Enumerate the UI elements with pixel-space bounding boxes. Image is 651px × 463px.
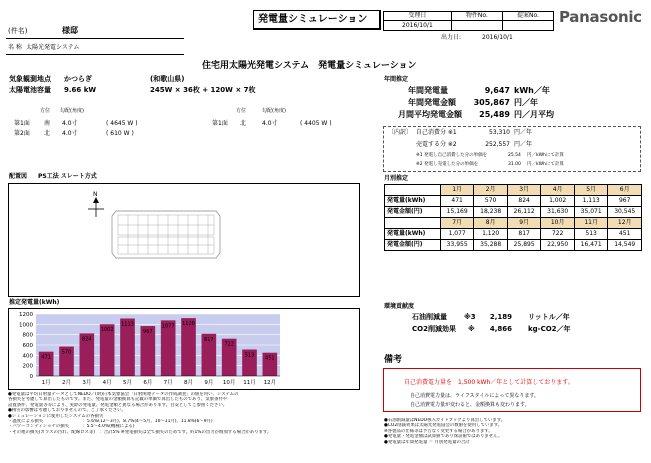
- bar-label-8: 1120: [182, 321, 195, 328]
- layout-method: PS工法 スレート方式: [38, 173, 97, 180]
- loc-label: 気象観測地点: [9, 75, 51, 83]
- layout-diagram: [8, 183, 360, 297]
- annual-mon-unit: 円／月平均: [514, 110, 554, 119]
- oil-unit: リットル／年: [528, 313, 570, 321]
- array1-name: 第1面: [14, 120, 30, 127]
- monthly-label: 月別推定: [384, 175, 409, 182]
- yen-cell-11: 16,471: [574, 240, 608, 251]
- co2-value: 4,866: [489, 325, 512, 333]
- array-h-tilt2: 勾配(角度): [262, 108, 286, 114]
- note-sell-price: ※2 発電し売電した分の単価を: [416, 162, 479, 167]
- x-tick-9: 9月: [204, 380, 214, 386]
- co2-unit: kg-CO2／年: [528, 325, 571, 333]
- kwh-cell-4: 1,002: [541, 196, 575, 207]
- annual-gen-unit: kWh／年: [514, 86, 550, 95]
- bar-label-4: 1002: [100, 327, 114, 334]
- note-left-4: ●積雪の影響は考慮しておりませんので、ご了承ください。: [8, 408, 126, 414]
- note-sell-price-unit: 円／kWhにて計算: [527, 162, 564, 167]
- month-header-8: 8月: [474, 218, 508, 229]
- note-right-3: ※各製品の仕様等は予告なく変更する場合があります。: [384, 428, 493, 434]
- row-label-yen: 発電金額(円): [385, 240, 441, 251]
- note-left-3: 設置条件、発電量等等により、実際の発電量、発電金額と異なる場合があります。目安としてご参照ください。: [8, 402, 228, 408]
- env-label: 環境貢献度: [384, 303, 415, 310]
- bar-label-6: 967: [143, 329, 153, 336]
- x-tick-2: 2月: [62, 380, 71, 386]
- month-header-7: 7月: [440, 218, 474, 229]
- project-label: (件名): [8, 27, 28, 35]
- array2-name: 第2面: [14, 130, 30, 137]
- yen-cell-10: 22,950: [541, 240, 575, 251]
- month-header-3: 3月: [507, 185, 541, 196]
- annual-label: 年間推定: [384, 76, 409, 83]
- bar-label-12: 451: [265, 355, 275, 362]
- notes-left: [8, 392, 360, 435]
- layout-label: 配置図: [9, 173, 28, 180]
- row-label-yen: 発電金額(円): [385, 207, 441, 218]
- bar-label-1: 471: [41, 354, 51, 361]
- bar-label-11: 513: [244, 352, 255, 359]
- remarks-line-2: 自己消費電力量が変わると、金額換算も変わります。: [410, 402, 530, 408]
- x-tick-12: 12月: [263, 380, 277, 386]
- kwh-cell-7: 1,077: [440, 229, 474, 240]
- monthly-corner: [385, 185, 441, 196]
- cap-label: 太陽電池容量: [9, 86, 51, 94]
- main-title: 住宅用太陽光発電システム 発電量シミュレーション: [202, 61, 417, 71]
- month-header-1: 1月: [440, 185, 474, 196]
- annual-mon-label: 月間平均発電金額: [398, 110, 462, 119]
- oil-value: 2,189: [489, 313, 512, 321]
- info-h2: 物件No.: [451, 12, 502, 21]
- x-tick-5: 5月: [123, 380, 132, 386]
- annual-amt-label: 年間発電金額: [408, 98, 456, 107]
- note-right-4: ●発電量・発電金額は試算値であり保証値ではありません。: [384, 434, 503, 440]
- yen-cell-9: 25,895: [507, 240, 541, 251]
- note-right-5: ●発電量は年間発電量 ＝ 月別発電量の合計: [384, 439, 470, 445]
- yen-cell-4: 31,630: [541, 207, 575, 218]
- annual-mon-value: 25,489: [479, 110, 510, 119]
- note-self-price: ※1 発電し自己消費した分の単価を: [416, 153, 488, 158]
- x-tick-1: 1月: [41, 380, 51, 386]
- kwh-cell-5: 1,113: [574, 196, 608, 207]
- y-tick-600: 600: [22, 343, 33, 349]
- yen-cell-8: 35,288: [474, 240, 508, 251]
- self-unit: 円／年: [514, 129, 533, 136]
- array3-name: 第1面: [212, 120, 228, 127]
- system-name: 太陽光発電システム: [26, 44, 80, 51]
- note-left-6: ・温度による損失 ：5.6%(12〜3月)、8.7%(4〜5月、10〜11月)、11.8%(6〜9月): [8, 419, 213, 425]
- brand-logo: Panasonic: [559, 8, 642, 26]
- note-self-price-value: 25.54: [508, 153, 521, 158]
- bar-label-10: 722: [224, 341, 234, 348]
- system-underline: [6, 54, 184, 55]
- array2-tilt: 4.0寸: [62, 130, 78, 137]
- kwh-cell-3: 824: [507, 196, 541, 207]
- loc-value: かつらぎ: [64, 75, 92, 83]
- info-table: [383, 11, 554, 31]
- month-header-4: 4月: [541, 185, 575, 196]
- co2-label: CO2削減効果: [412, 325, 456, 333]
- array1-tilt: 4.0寸: [62, 120, 78, 127]
- y-tick-200: 200: [22, 363, 33, 370]
- loc-pref: (和歌山県): [150, 75, 185, 83]
- remarks-label: 備考: [384, 355, 403, 365]
- array1-dir: 南: [44, 120, 51, 127]
- y-tick-1200: 1200: [19, 312, 33, 318]
- array-h-dir: 方位: [40, 108, 51, 114]
- bar-label-9: 817: [204, 336, 214, 343]
- kwh-cell-2: 570: [474, 196, 508, 207]
- x-tick-6: 6月: [143, 380, 153, 386]
- x-tick-4: 4月: [102, 380, 112, 386]
- y-tick-0: 0: [29, 374, 33, 380]
- yen-cell-1: 15,169: [440, 207, 474, 218]
- y-tick-800: 800: [22, 332, 33, 339]
- north-label: N: [93, 191, 98, 198]
- month-header-10: 10月: [541, 218, 575, 229]
- y-tick-400: 400: [22, 353, 33, 360]
- remarks-red-line: 自己消費電力量を 1,500 kWh／年として計算しております。: [404, 379, 574, 386]
- kwh-cell-12: 451: [608, 229, 642, 240]
- kwh-cell-6: 967: [608, 196, 642, 207]
- oil-label: 石油削減量: [412, 313, 447, 321]
- output-label: 出力日:: [441, 34, 462, 41]
- yen-cell-7: 33,955: [440, 240, 474, 251]
- yen-cell-2: 18,238: [474, 207, 508, 218]
- x-tick-7: 7月: [163, 380, 173, 386]
- yen-cell-5: 35,071: [574, 207, 608, 218]
- sell-value: 252,557: [485, 141, 510, 148]
- chart-label: 推定発電量(kWh): [9, 299, 60, 306]
- kwh-cell-10: 722: [541, 229, 575, 240]
- month-header-6: 6月: [608, 185, 642, 196]
- output-date: 2016/10/1: [482, 34, 513, 41]
- array2-dir: 北: [44, 130, 51, 137]
- monthly-corner: [385, 218, 441, 229]
- co2-note: ※: [468, 325, 475, 333]
- row-label-kwh: 発電量(kWh): [385, 196, 441, 207]
- sell-label: 売電する分 ※2: [416, 141, 457, 148]
- bar-label-3: 824: [82, 336, 92, 343]
- kwh-cell-11: 513: [574, 229, 608, 240]
- note-left-7: ・パワーコンディショナの損失 ：5.5〜4.0%(機種による): [8, 424, 135, 430]
- project-name: 様邸: [62, 26, 78, 35]
- yen-cell-6: 30,545: [608, 207, 642, 218]
- array3-dir: 北: [240, 120, 247, 127]
- north-arrow: [88, 191, 104, 217]
- sell-unit: 円／年: [514, 141, 533, 148]
- month-header-5: 5月: [574, 185, 608, 196]
- annual-gen-value: 9,647: [484, 86, 510, 95]
- note-left-1: ●発電量は平均日射量データとしてNEDO／(財)日本気象協会「日射関連データの作成調査」の値を用い、システムの: [8, 392, 239, 397]
- month-header-12: 12月: [608, 218, 642, 229]
- month-header-11: 11月: [574, 218, 608, 229]
- yen-cell-12: 14,549: [608, 240, 642, 251]
- annual-amt-unit: 円／年: [514, 98, 538, 107]
- x-tick-11: 11月: [243, 380, 256, 386]
- note-right-2: ●CO2削減効果は太陽光発電協会の数値を使用しています。: [384, 423, 503, 429]
- bar-label-7: 1077: [161, 323, 175, 330]
- remarks-line-1: 自己消費電力量は、ライフスタイルによって異なります。: [410, 393, 540, 399]
- array3-tilt: 4.0寸: [262, 120, 278, 127]
- row-label-kwh: 発電量(kWh): [385, 229, 441, 240]
- cap-value: 9.66 kW: [64, 86, 97, 94]
- generation-chart: [8, 308, 360, 390]
- info-h1: 受理日: [384, 12, 452, 21]
- bar-label-5: 1113: [121, 321, 134, 328]
- note-sell-price-value: 31.00: [508, 162, 521, 167]
- kwh-cell-8: 1,120: [474, 229, 508, 240]
- note-left-5: ●シミュレーションに使用したシステムの各損失: [8, 413, 104, 419]
- info-h3: 提案No.: [502, 12, 553, 21]
- array2-watts: ( 610 W ): [106, 130, 134, 137]
- kwh-cell-1: 471: [440, 196, 474, 207]
- annual-gen-label: 年間発電量: [408, 86, 448, 95]
- system-label: 名 称: [8, 44, 22, 51]
- cap-detail: 245W × 36枚 + 120W × 7枚: [150, 86, 256, 94]
- month-header-2: 2月: [474, 185, 508, 196]
- note-self-price-unit: 円／kWhにて計算: [527, 153, 564, 158]
- self-value: 53,310: [489, 129, 510, 136]
- array-h-tilt: 勾配(角度): [60, 108, 84, 114]
- doc-title: 発電量シミュレーション: [258, 14, 368, 25]
- bar-label-2: 570: [61, 349, 72, 356]
- array-h-dir2: 方位: [236, 108, 247, 114]
- yen-cell-3: 26,112: [507, 207, 541, 218]
- kwh-cell-9: 817: [507, 229, 541, 240]
- oil-note: ※3: [464, 313, 476, 321]
- month-header-9: 9月: [507, 218, 541, 229]
- monthly-table: [384, 184, 642, 251]
- annual-amt-value: 305,867: [473, 98, 510, 107]
- x-tick-8: 8月: [184, 380, 193, 386]
- array1-watts: ( 4645 W ): [106, 120, 138, 127]
- note-left-8: ・その他の損失(ガラスの汚れ、配線ロス等) ：合計5% ※発電損失は全て損失のためです。約1%の出力が増加する場合があります。: [8, 429, 272, 435]
- array3-watts: ( 4405 W ): [300, 120, 332, 127]
- accept-date: 2016/10/1: [384, 21, 452, 31]
- x-tick-3: 3月: [82, 380, 92, 386]
- y-tick-1000: 1000: [19, 322, 33, 329]
- x-tick-10: 10月: [222, 380, 236, 386]
- note-right-1: ●石油削減量はNEDO導入ガイドブックより算出しています。: [384, 418, 506, 423]
- notes-right: [384, 418, 646, 445]
- breakdown-label: 〔内訳〕: [388, 129, 413, 136]
- self-label: 自己消費分 ※1: [416, 129, 457, 136]
- project-underline: [6, 38, 184, 39]
- note-left-2: 各損失を考慮して算出したものです。また、発電量の金額換算も記載の単価で算出したものであり、気象条件や: [8, 397, 228, 403]
